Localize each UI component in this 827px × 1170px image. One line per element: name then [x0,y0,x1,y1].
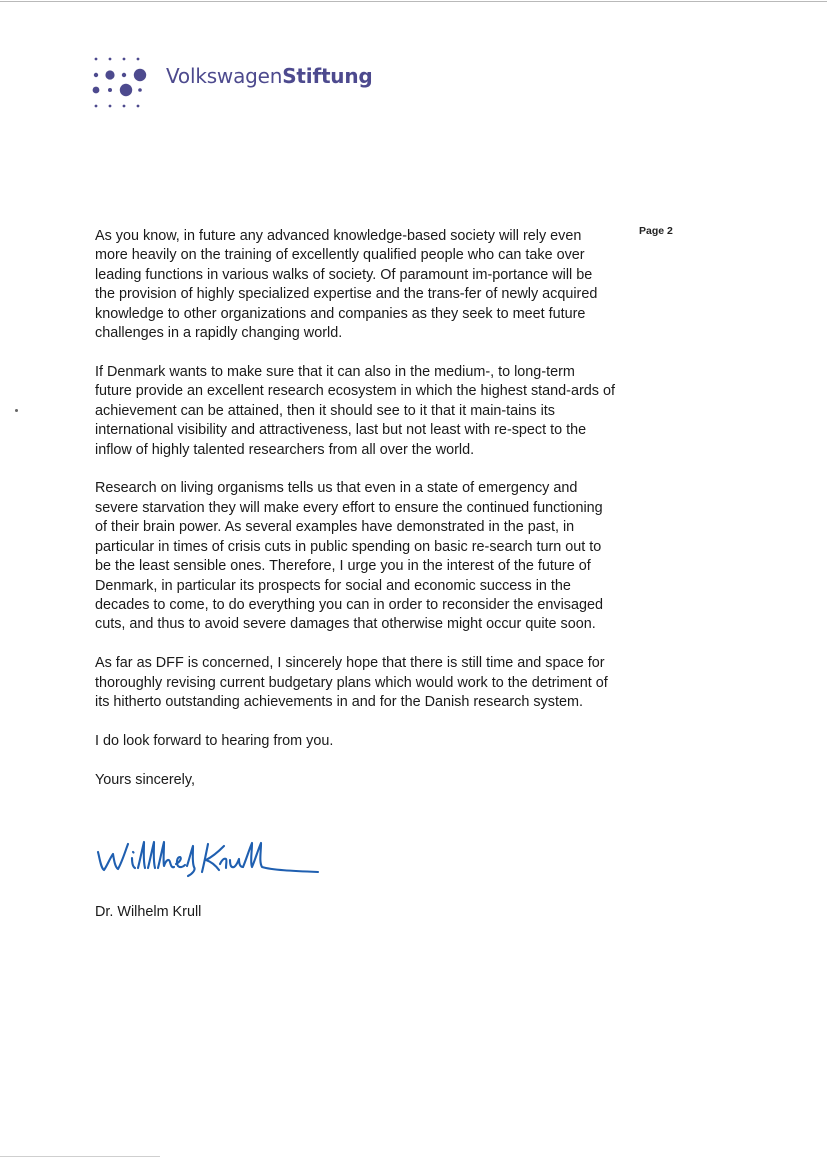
closing-salutation: Yours sincerely, [95,771,195,788]
paragraph-1: As you know, in future any advanced knowledge-based society will rely even more heavily on the training of excellently qualified people who can take over leading functions in various walks of society. Of paramount im-portance will be the provision of highly specialized expertise and the trans-fer of newly acquired knowledge to other organizations and companies as they seek to meet future challenges in a rapidly changing world. [95,228,598,342]
page-number: Page 2 [639,225,673,237]
signer-name: Dr. Wilhelm Krull [95,904,202,920]
top-edge-rule [0,1,827,2]
volkswagen-stiftung-logo [88,56,373,112]
brand-name-bold: Stiftung [282,64,373,88]
scan-speck [15,409,18,412]
paragraph-4: As far as DFF is concerned, I sincerely hope that there is still time and space for thoroughly revising current budgetary plans which would work to the detriment of its hitherto outstanding achievements in and for the Danish research system. [95,655,608,711]
brand-wordmark [166,64,373,88]
dot-grid-icon [88,56,158,112]
brand-name-regular: Volkswagen [166,64,283,88]
paragraph-3: Research on living organisms tells us that even in a state of emergency and severe starvation they will make every effort to ensure the continued functioning of their brain power. As several examples have demonstrated in the past, in particular in times of crisis cuts in public spending on basic re-search turn out to be the least sensible ones. Therefore, I urge you in the interest of the future of Denmark, in particular its prospects for social and economic success in the decades to come, to do everything you can in order to reconsider the envisaged cuts, and thus to avoid severe damages that otherwise might occur quite soon. [95,480,603,633]
paragraph-5: I do look forward to hearing from you. [95,732,334,749]
bottom-edge-rule [0,1156,160,1157]
letter-body [95,227,615,810]
handwritten-signature [92,830,332,890]
paragraph-2: If Denmark wants to make sure that it can also in the medium-, to long-term future provide an excellent research ecosystem in which the highest stand-ards of achievement can be attained, then it should see to it that it main-tains its international visibility and attractiveness, last but not least with re-spect to the inflow of highly talented researchers from all over the world. [95,363,615,458]
